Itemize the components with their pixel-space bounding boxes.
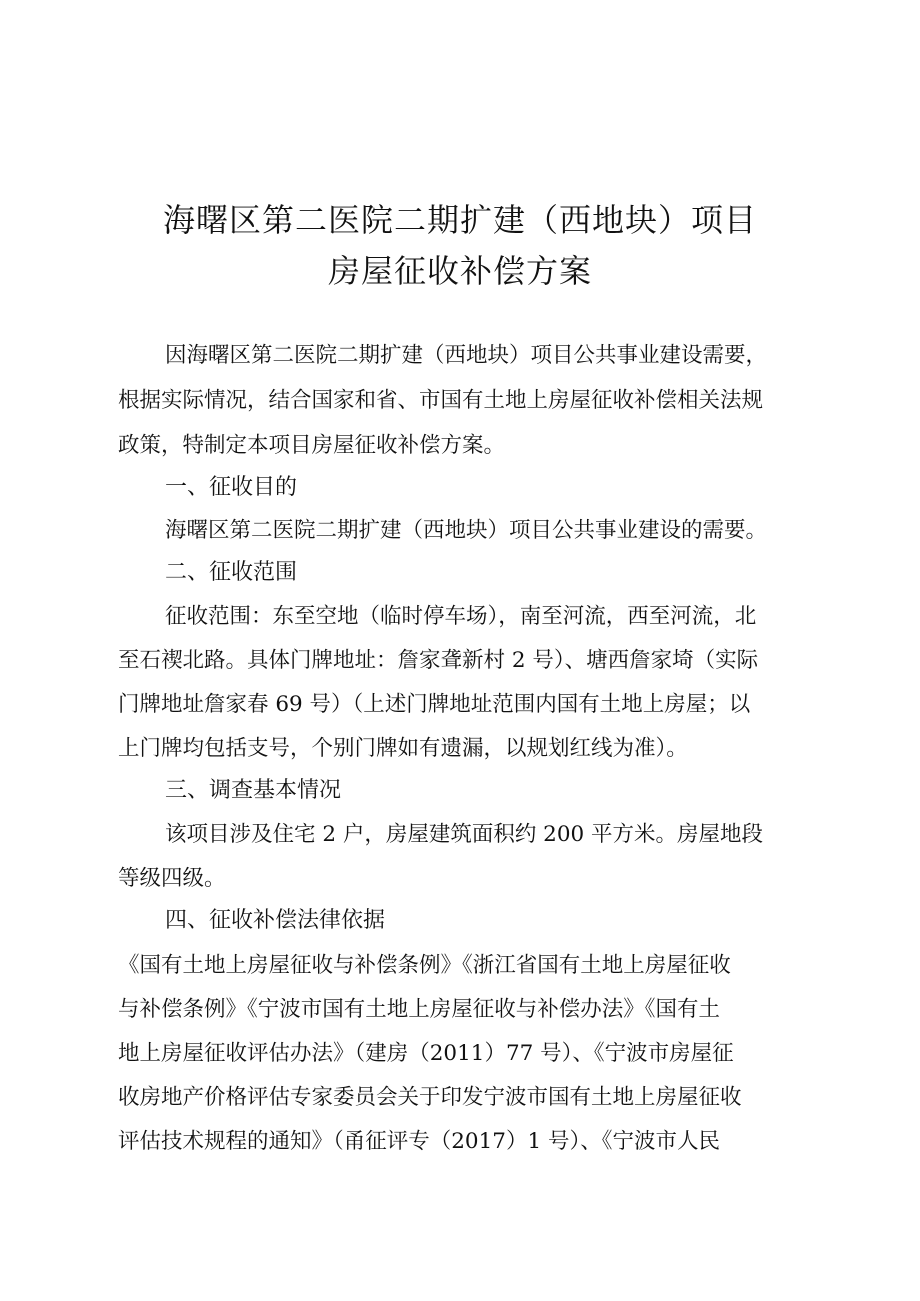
- section-3-heading: 三、调查基本情况: [165, 778, 342, 803]
- section-2-line-4: 上门牌均包括支号，个别门牌如有遗漏，以规划红线为准）。: [118, 736, 688, 761]
- section-2-line-2: 至石禊北路。具体门牌地址：詹家聋新村 2 号）、塘西詹家埼（实际: [118, 648, 759, 673]
- section-3-line-1: 该项目涉及住宅 2 户，房屋建筑面积约 200 平方米。房屋地段: [165, 822, 764, 847]
- document-title-line-2: 房屋征收补偿方案: [327, 252, 592, 290]
- section-4-heading: 四、征收补偿法律依据: [165, 908, 386, 933]
- section-4-line-1: 《国有土地上房屋征收与补偿条例》《浙江省国有土地上房屋征收: [118, 953, 731, 978]
- section-2-line-3: 门牌地址詹家春 69 号）（上述门牌地址范围内国有土地上房屋；以: [118, 692, 751, 717]
- section-2-heading: 二、征收范围: [165, 560, 298, 585]
- section-3-line-2: 等级四级。: [118, 866, 226, 891]
- document-title-line-1: 海曙区第二医院二期扩建（西地块）项目: [162, 201, 757, 239]
- intro-line-2: 根据实际情况，结合国家和省、市国有土地上房屋征收补偿相关法规: [118, 388, 764, 413]
- section-4-line-4: 收房地产价格评估专家委员会关于印发宁波市国有土地上房屋征收: [118, 1085, 742, 1110]
- intro-line-1: 因海曙区第二医院二期扩建（西地块）项目公共事业建设需要，: [165, 343, 768, 368]
- intro-line-3: 政策，特制定本项目房屋征收补偿方案。: [118, 433, 506, 458]
- section-4-line-3: 地上房屋征收评估办法》（建房（2011）77 号）、《宁波市房屋征: [118, 1041, 734, 1066]
- section-1-line-1: 海曙区第二医院二期扩建（西地块）项目公共事业建设的需要。: [165, 518, 768, 543]
- section-2-line-1: 征收范围：东至空地（临时停车场），南至河流，西至河流，北: [165, 604, 757, 629]
- section-1-heading: 一、征收目的: [165, 475, 298, 500]
- section-4-line-2: 与补偿条例》《宁波市国有土地上房屋征收与补偿办法》《国有土: [118, 997, 721, 1022]
- section-4-line-5: 评估技术规程的通知》（甬征评专（2017）1 号）、《宁波市人民: [118, 1129, 720, 1154]
